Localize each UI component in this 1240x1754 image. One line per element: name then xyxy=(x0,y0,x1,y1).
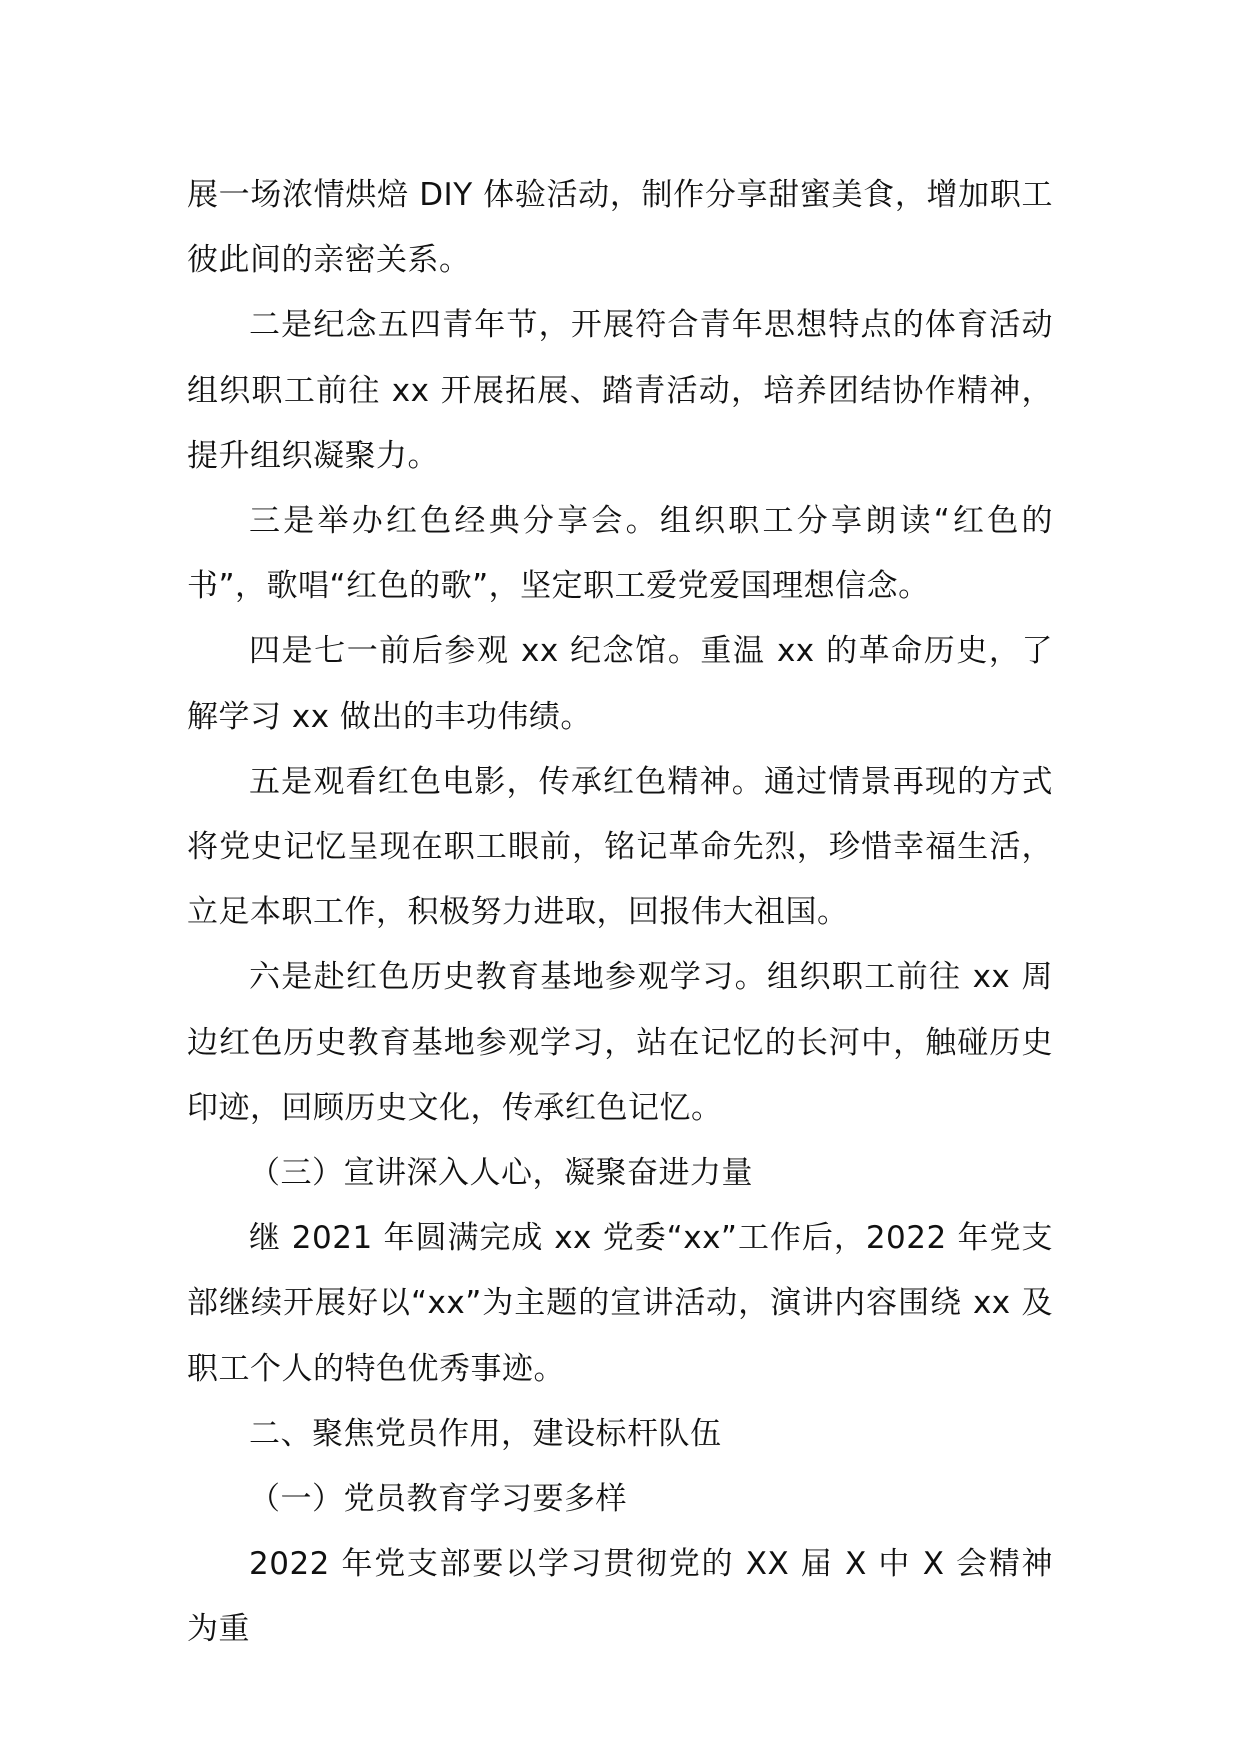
paragraph-red-movies: 五是观看红色电影，传承红色精神。通过情景再现的方式将党史记忆呈现在职工眼前，铭记革命先烈，珍惜幸福生活，立足本职工作，积极努力进取，回报伟大祖国。 xyxy=(187,763,1053,931)
paragraph-youth-day: 二是纪念五四青年节，开展符合青年思想特点的体育活动组织职工前往 xx 开展拓展、踏青活动，培养团结协作精神，提升组织凝聚力。 xyxy=(187,307,1053,474)
paragraph-education-base: 六是赴红色历史教育基地参观学习。组织职工前往 xx 周边红色历史教育基地参观学习，站在记忆的长河中，触碰历史印迹，回顾历史文化，传承红色记忆。 xyxy=(187,959,1053,1126)
paragraph-baking-activity: 展一场浓情烘焙 DIY 体验活动，制作分享甜蜜美食，增加职工彼此间的亲密关系。 xyxy=(187,177,1053,279)
section-heading-education: （一）党员教育学习要多样 xyxy=(249,1481,627,1518)
paragraph-lecture-activity: 继 2021 年圆满完成 xx 党委“xx”工作后，2022 年党支部继续开展好以“xx”为主题的宣讲活动，演讲内容围绕 xx 及职工个人的特色优秀事迹。 xyxy=(187,1220,1053,1387)
paragraph-memorial-visit: 四是七一前后参观 xx 纪念馆。重温 xx 的革命历史，了解学习 xx 做出的丰功伟绩。 xyxy=(187,633,1053,735)
paragraph-study-focus: 2022 年党支部要以学习贯彻党的 XX 届 X 中 X 会精神为重 xyxy=(187,1546,1053,1648)
document-body xyxy=(187,163,1053,1663)
chapter-heading-party-members: 二、聚焦党员作用，建设标杆队伍 xyxy=(249,1415,722,1452)
section-heading-lecture: （三）宣讲深入人心，凝聚奋进力量 xyxy=(249,1155,753,1192)
paragraph-red-classics: 三是举办红色经典分享会。组织职工分享朗读“红色的书”，歌唱“红色的歌”，坚定职工爱党爱国理想信念。 xyxy=(187,503,1053,605)
